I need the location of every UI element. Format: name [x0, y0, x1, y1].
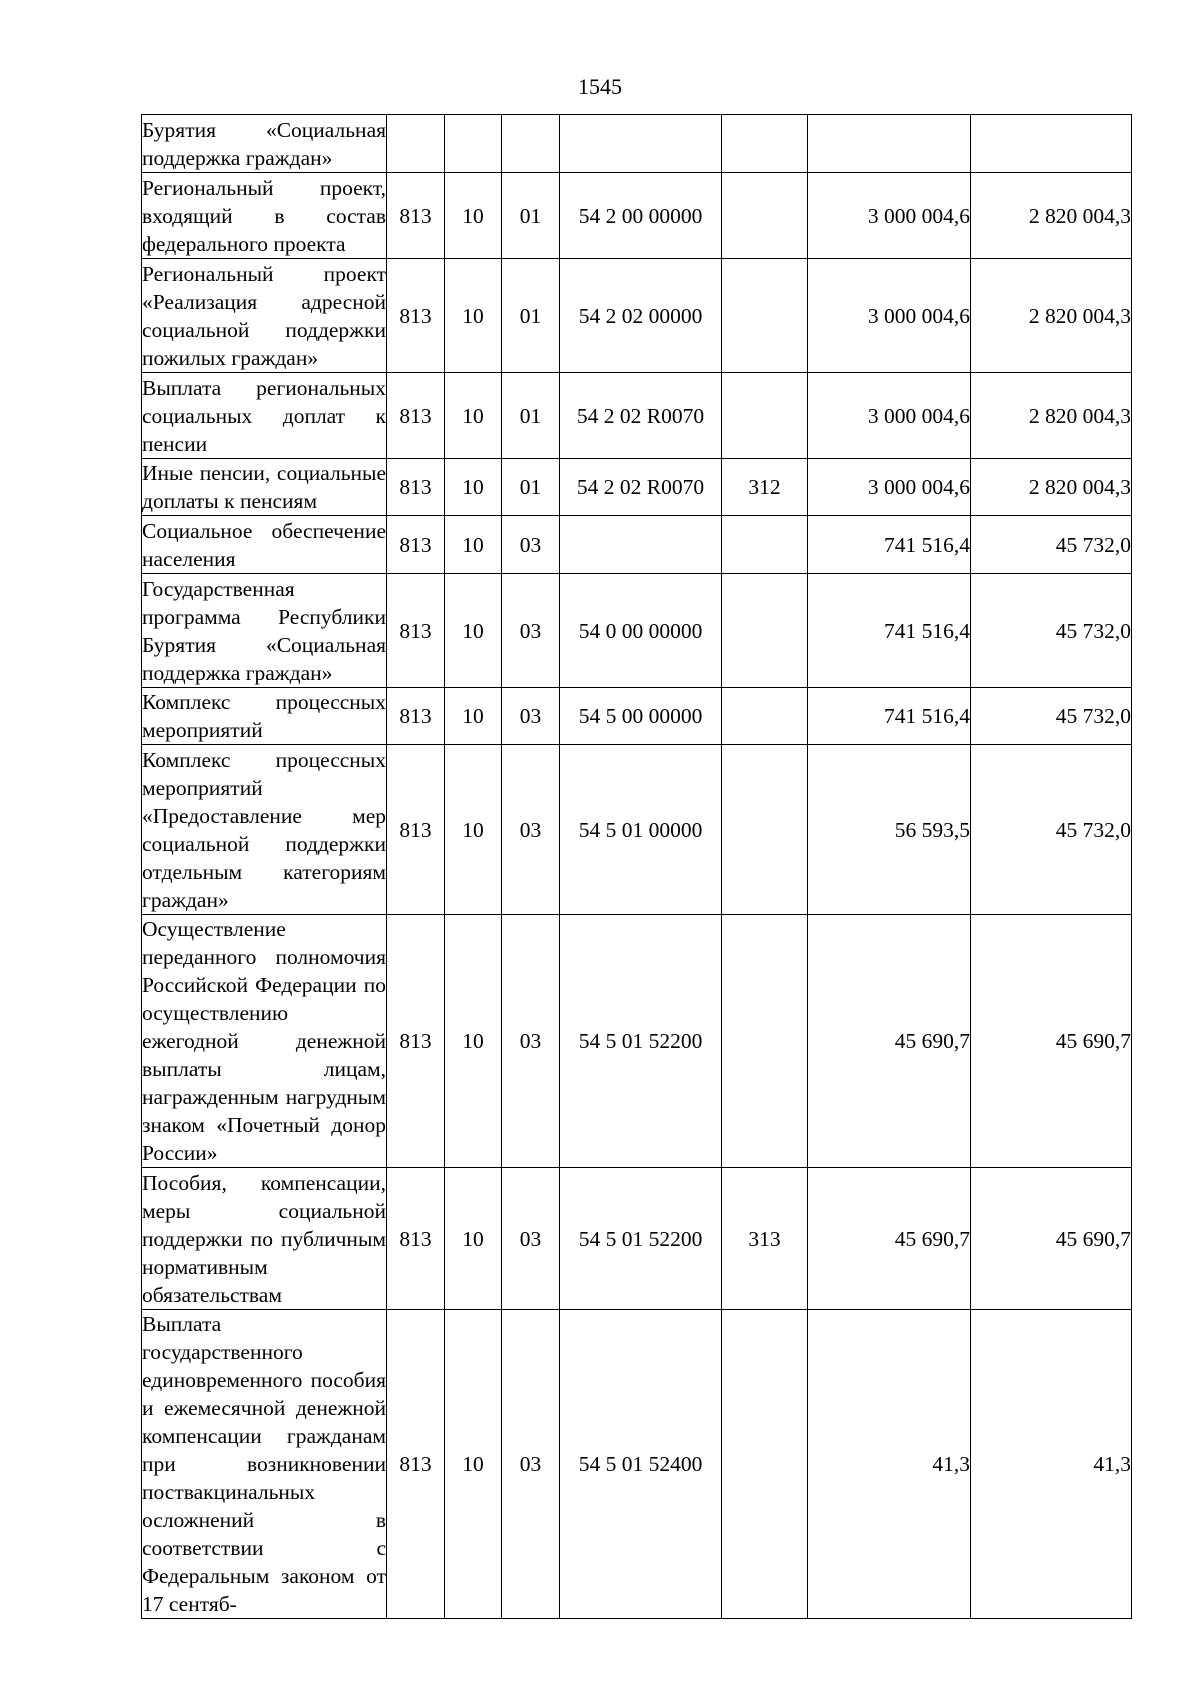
amount-year2-cell: 45 732,0 — [971, 516, 1132, 574]
amount-year1-cell: 45 690,7 — [808, 915, 971, 1168]
amount-year1-cell — [808, 115, 971, 173]
table-row — [142, 259, 1132, 373]
amount-year1-cell: 741 516,4 — [808, 688, 971, 745]
table-row — [142, 688, 1132, 745]
table-row — [142, 173, 1132, 259]
expense-type-cell: 313 — [722, 1168, 808, 1310]
amount-year1-cell: 45 690,7 — [808, 1168, 971, 1310]
table-row — [142, 915, 1132, 1168]
amount-year2-cell: 45 732,0 — [971, 688, 1132, 745]
amount-year2-cell: 45 732,0 — [971, 745, 1132, 915]
table-row — [142, 1168, 1132, 1310]
target-article-cell: 54 2 00 00000 — [560, 173, 722, 259]
subsection-code-cell: 03 — [502, 915, 560, 1168]
row-name-cell: Осуществление переданного полномочия Российской Федерации по осуществлению ежегодной денежной выплаты лицам, награжденным нагрудным знаком «Почетный донор России» — [142, 915, 387, 1168]
amount-year2-cell: 2 820 004,3 — [971, 459, 1132, 516]
ministry-code-cell: 813 — [387, 459, 445, 516]
ministry-code-cell: 813 — [387, 745, 445, 915]
expense-type-cell — [722, 1310, 808, 1619]
expense-type-cell — [722, 173, 808, 259]
section-code-cell: 10 — [445, 459, 502, 516]
target-article-cell — [560, 115, 722, 173]
section-code-cell: 10 — [445, 688, 502, 745]
amount-year1-cell: 56 593,5 — [808, 745, 971, 915]
subsection-code-cell: 03 — [502, 574, 560, 688]
page-number: 1545 — [578, 74, 622, 99]
amount-year2-cell: 45 732,0 — [971, 574, 1132, 688]
expense-type-cell — [722, 574, 808, 688]
row-name-cell: Выплата региональных социальных доплат к пенсии — [142, 373, 387, 459]
subsection-code-cell: 03 — [502, 1168, 560, 1310]
expense-type-cell — [722, 688, 808, 745]
table-row — [142, 1310, 1132, 1619]
ministry-code-cell: 813 — [387, 373, 445, 459]
amount-year1-cell: 41,3 — [808, 1310, 971, 1619]
amount-year1-cell: 3 000 004,6 — [808, 173, 971, 259]
target-article-cell: 54 5 01 52400 — [560, 1310, 722, 1619]
amount-year2-cell: 2 820 004,3 — [971, 259, 1132, 373]
amount-year2-cell: 45 690,7 — [971, 1168, 1132, 1310]
ministry-code-cell: 813 — [387, 574, 445, 688]
section-code-cell: 10 — [445, 745, 502, 915]
subsection-code-cell: 01 — [502, 373, 560, 459]
target-article-cell: 54 0 00 00000 — [560, 574, 722, 688]
table-body — [142, 115, 1132, 1619]
table-row — [142, 373, 1132, 459]
target-article-cell: 54 5 00 00000 — [560, 688, 722, 745]
ministry-code-cell: 813 — [387, 516, 445, 574]
expense-type-cell — [722, 373, 808, 459]
subsection-code-cell — [502, 115, 560, 173]
budget-table — [141, 114, 1132, 1619]
amount-year2-cell — [971, 115, 1132, 173]
section-code-cell: 10 — [445, 1168, 502, 1310]
row-name-cell: Региональный проект, входящий в состав федерального проекта — [142, 173, 387, 259]
ministry-code-cell: 813 — [387, 259, 445, 373]
ministry-code-cell: 813 — [387, 688, 445, 745]
table-row — [142, 115, 1132, 173]
subsection-code-cell: 01 — [502, 259, 560, 373]
row-name-cell: Социальное обеспечение населения — [142, 516, 387, 574]
expense-type-cell — [722, 115, 808, 173]
section-code-cell: 10 — [445, 1310, 502, 1619]
section-code-cell: 10 — [445, 259, 502, 373]
amount-year2-cell: 41,3 — [971, 1310, 1132, 1619]
ministry-code-cell: 813 — [387, 915, 445, 1168]
expense-type-cell — [722, 915, 808, 1168]
table-row — [142, 459, 1132, 516]
section-code-cell: 10 — [445, 574, 502, 688]
row-name-cell: Государственная программа Республики Бурятия «Социальная поддержка граждан» — [142, 574, 387, 688]
row-name-cell: Региональный проект «Реализация адресной социальной поддержки пожилых граждан» — [142, 259, 387, 373]
row-name-cell: Пособия, компенсации, меры социальной поддержки по публичным нормативным обязательствам — [142, 1168, 387, 1310]
amount-year2-cell: 45 690,7 — [971, 915, 1132, 1168]
amount-year1-cell: 741 516,4 — [808, 574, 971, 688]
target-article-cell — [560, 516, 722, 574]
target-article-cell: 54 2 02 00000 — [560, 259, 722, 373]
section-code-cell — [445, 115, 502, 173]
amount-year1-cell: 741 516,4 — [808, 516, 971, 574]
section-code-cell: 10 — [445, 373, 502, 459]
expense-type-cell: 312 — [722, 459, 808, 516]
target-article-cell: 54 5 01 52200 — [560, 915, 722, 1168]
row-name-cell: Бурятия «Социальная поддержка граждан» — [142, 115, 387, 173]
target-article-cell: 54 5 01 52200 — [560, 1168, 722, 1310]
subsection-code-cell: 01 — [502, 459, 560, 516]
row-name-cell: Комплекс процессных мероприятий «Предоставление мер социальной поддержки отдельным категориям граждан» — [142, 745, 387, 915]
expense-type-cell — [722, 745, 808, 915]
amount-year1-cell: 3 000 004,6 — [808, 459, 971, 516]
ministry-code-cell — [387, 115, 445, 173]
ministry-code-cell: 813 — [387, 173, 445, 259]
subsection-code-cell: 03 — [502, 688, 560, 745]
amount-year2-cell: 2 820 004,3 — [971, 173, 1132, 259]
table-row — [142, 516, 1132, 574]
subsection-code-cell: 01 — [502, 173, 560, 259]
amount-year2-cell: 2 820 004,3 — [971, 373, 1132, 459]
row-name-cell: Выплата государственного единовременного пособия и ежемесячной денежной компенсации гражданам при возникновении поствакцинальных осложнений в соответствии с Федеральным законом от 17 сентяб- — [142, 1310, 387, 1619]
target-article-cell: 54 2 02 R0070 — [560, 373, 722, 459]
row-name-cell: Комплекс процессных мероприятий — [142, 688, 387, 745]
target-article-cell: 54 2 02 R0070 — [560, 459, 722, 516]
amount-year1-cell: 3 000 004,6 — [808, 373, 971, 459]
target-article-cell: 54 5 01 00000 — [560, 745, 722, 915]
subsection-code-cell: 03 — [502, 745, 560, 915]
subsection-code-cell: 03 — [502, 516, 560, 574]
ministry-code-cell: 813 — [387, 1168, 445, 1310]
table-row — [142, 574, 1132, 688]
ministry-code-cell: 813 — [387, 1310, 445, 1619]
section-code-cell: 10 — [445, 516, 502, 574]
row-name-cell: Иные пенсии, социальные доплаты к пенсиям — [142, 459, 387, 516]
expense-type-cell — [722, 259, 808, 373]
amount-year1-cell: 3 000 004,6 — [808, 259, 971, 373]
table-row — [142, 745, 1132, 915]
section-code-cell: 10 — [445, 915, 502, 1168]
section-code-cell: 10 — [445, 173, 502, 259]
subsection-code-cell: 03 — [502, 1310, 560, 1619]
expense-type-cell — [722, 516, 808, 574]
